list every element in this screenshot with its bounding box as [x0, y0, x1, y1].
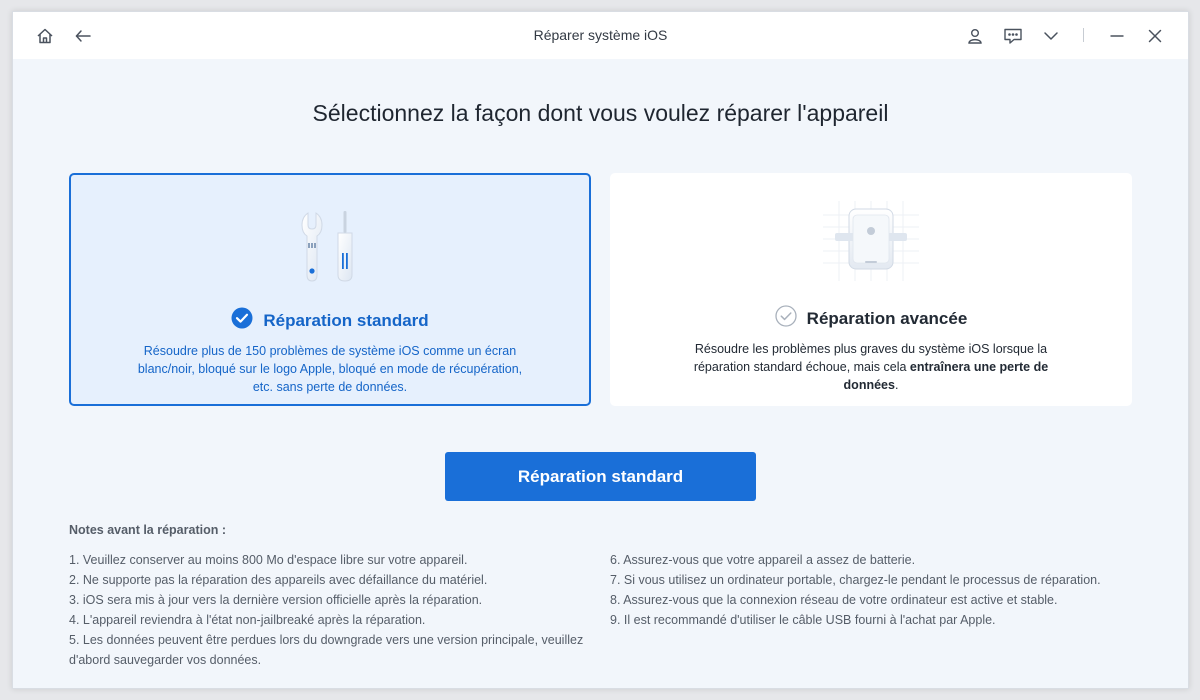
close-icon[interactable] [1143, 24, 1167, 48]
device-repair-icon [811, 195, 931, 292]
advanced-repair-card[interactable] [610, 173, 1132, 406]
note-item: 5. Les données peuvent être perdues lors du downgrade vers une version principale, veuillez d'abord sauvegarder vos données. [69, 633, 584, 667]
note-item: 1. Veuillez conserver au moins 800 Mo d'espace libre sur votre appareil. [69, 553, 468, 567]
note-item: 3. iOS sera mis à jour vers la dernière version officielle après la réparation. [69, 593, 483, 607]
note-item: 2. Ne supporte pas la réparation des appareils avec défaillance du matériel. [69, 573, 488, 587]
notes-list-left [69, 550, 599, 670]
title-bar [13, 12, 1188, 59]
note-item: 4. L'appareil reviendra à l'état non-jailbreaké après la réparation. [69, 613, 426, 627]
check-circle-outline-icon [775, 305, 797, 332]
chevron-down-icon[interactable] [1039, 24, 1063, 48]
advanced-repair-title: Réparation avancée [806, 308, 968, 328]
page-heading: Sélectionnez la façon dont vous voulez réparer l'appareil [312, 100, 889, 126]
standard-repair-card[interactable] [69, 173, 591, 406]
note-item: 9. Il est recommandé d'utiliser le câble USB fourni à l'achat par Apple. [610, 613, 996, 627]
repair-tools-icon [290, 205, 370, 290]
check-circle-icon [231, 307, 253, 334]
minimize-icon[interactable] [1105, 24, 1129, 48]
advanced-desc-bold: entraînera une perte de [909, 360, 1049, 374]
app-window [12, 11, 1189, 689]
notes-list-right [610, 550, 1130, 630]
advanced-desc-text: Résoudre les problèmes plus graves du système iOS lorsque la réparation standard échoue, mais cela [693, 342, 1048, 374]
standard-repair-description: Résoudre plus de 150 problèmes de système iOS comme un écran blanc/noir, bloqué sur le logo Apple, bloqué en mode de récupération, etc. sans perte de données. [137, 344, 523, 394]
standard-repair-title: Réparation standard [263, 310, 429, 330]
title-bar-divider [1083, 28, 1084, 42]
start-repair-button[interactable]: Réparation standard [445, 452, 756, 501]
note-item: 7. Si vous utilisez un ordinateur portable, chargez-le pendant le processus de réparation. [610, 573, 1101, 587]
user-icon[interactable] [963, 24, 987, 48]
advanced-desc-bold-2: données [843, 378, 895, 392]
advanced-repair-description [670, 340, 1072, 394]
note-item: 8. Assurez-vous que la connexion réseau de votre ordinateur est active et stable. [610, 593, 1058, 607]
advanced-desc-end: . [894, 378, 899, 392]
notes-title: Notes avant la réparation : [69, 523, 226, 537]
advanced-repair-title-row [610, 305, 1132, 332]
window-title: Réparer système iOS [533, 27, 668, 43]
message-icon[interactable] [1001, 24, 1025, 48]
standard-repair-title-row [71, 307, 589, 334]
note-item: 6. Assurez-vous que votre appareil a assez de batterie. [610, 553, 916, 567]
